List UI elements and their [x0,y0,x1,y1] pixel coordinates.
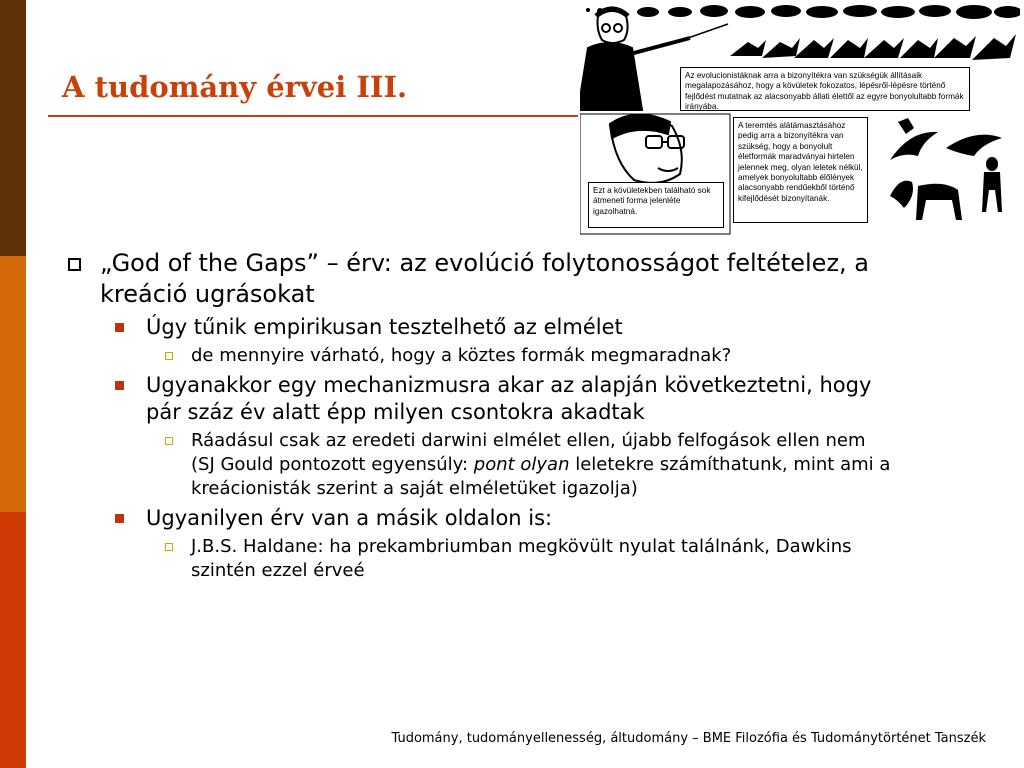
bullet-text: J.B.S. Haldane: ha prekambriumban megkövült nyulat találnánk, Dawkins szintén ezzel érveé [191,536,852,581]
cartoon-caption-top: Az evolucionistáknak arra a bizonyítékra van szükségük állításaik megalapozásához, hogy a kövületek fokozatos, lépésről-lépésre történő fejlődést mutatnak az alacsonyabb állati élettől az egyre bonyolultabb formák irányába. [680,67,970,111]
cartoon-caption-right: A teremtés alátámasztásához pedig arra a bizonyítékra van szükség, hogy a bonyolult életformák maradványai hirtelen jelennek meg, olyan leletek nélkül, amelyek bonyolultabb élőlények alacsonyabb rendűekből történő kifejlődését bizonyítanák. [733,117,868,223]
side-bar-bottom [0,512,26,768]
bullet-text: „God of the Gaps” – érv: az evolúció folytonosságot feltételez, a kreáció ugrásokat [100,249,870,308]
hollow-square-bullet-icon [68,258,81,271]
bullet-list [62,248,892,583]
small-square-bullet-icon [165,352,173,360]
bullet-text-part: Ráadásul csak az eredeti darwini elmélet ellen, újabb felfogások ellen nem (SJ Gould pontozott egyensúly: [191,430,866,475]
bullet-text [191,430,890,499]
filled-square-bullet-icon [115,514,124,523]
bullet-text: Ugyanilyen érv van a másik oldalon is: [146,506,553,530]
list-item [62,314,892,341]
small-square-bullet-icon [165,543,173,551]
side-bar-top [0,0,26,256]
list-item [62,344,892,368]
list-item [62,429,892,501]
list-item [62,505,892,532]
italic-phrase: pont olyan [473,454,570,475]
bullet-text-part: leletekre számíthatunk, mint ami a kreácionisták szerint a saját elméletüket igazolja) [191,454,891,499]
footer-text: Tudomány, tudományellenesség, áltudomány – BME Filozófia és Tudománytörténet Tanszék [391,731,986,746]
small-square-bullet-icon [165,437,173,445]
bullet-text: de mennyire várható, hogy a köztes formák megmaradnak? [191,345,732,366]
cartoon-caption-left: Ezt a kövületekben található sok átmeneti forma jelenléte igazolhatná. [588,182,724,228]
list-item [62,372,892,426]
list-item [62,248,892,310]
list-item [62,535,892,583]
filled-square-bullet-icon [115,381,124,390]
slide-title: A tudomány érvei III. [62,70,408,104]
bullet-text: Ugyanakkor egy mechanizmusra akar az alapján következtetni, hogy pár száz év alatt épp milyen csontokra akadtak [146,373,872,424]
bullet-text: Úgy tűnik empirikusan tesztelhető az elmélet [146,315,623,339]
side-bar-middle [0,256,26,512]
filled-square-bullet-icon [115,323,124,332]
evolution-cartoon [580,0,1020,236]
title-underline [48,115,578,117]
